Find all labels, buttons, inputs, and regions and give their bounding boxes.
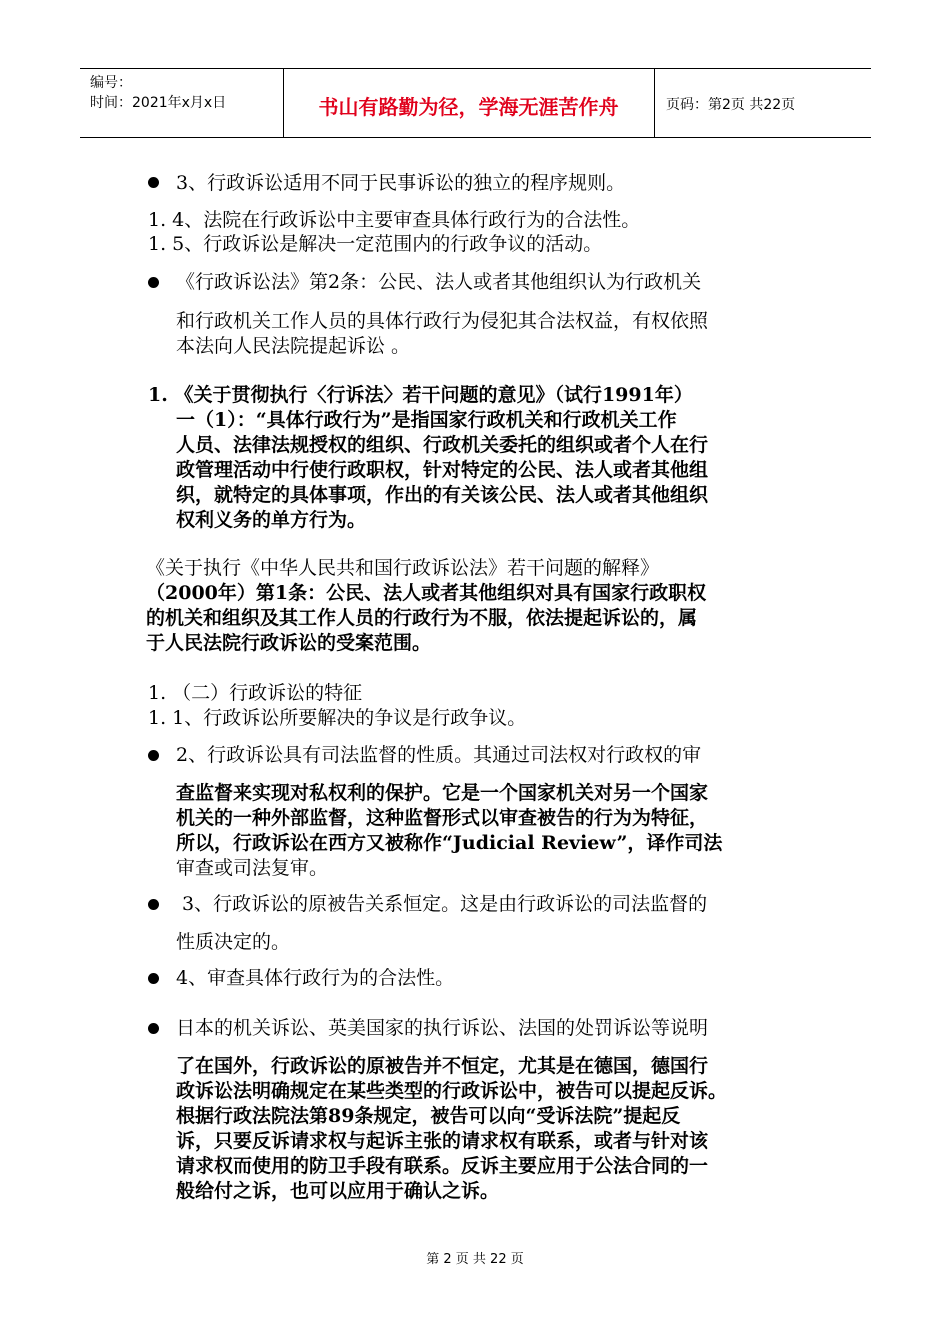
text-line: 织，就特定的具体事项，作出的有关该公民、法人或者其他组织 — [176, 484, 709, 506]
text-line: 般给付之诉，也可以应用于确认之诉。 — [176, 1180, 500, 1202]
page-label: 页码：第2页 共22页 — [666, 97, 796, 113]
text-line: 审查或司法复审。 — [176, 857, 329, 879]
text-line: 和行政机关工作人员的具体行政行为侵犯其合法权益，有权依照 — [176, 310, 709, 332]
text-line: 1. 1、行政诉讼所要解决的争议是行政争议。 — [148, 707, 527, 729]
header-left — [90, 73, 226, 113]
bullet-icon — [148, 973, 159, 984]
text-line: 《行政诉讼法》第2条：公民、法人或者其他组织认为行政机关 — [176, 271, 702, 293]
text-line: 政诉讼法明确规定在某些类型的行政诉讼中，被告可以提起反诉。 — [176, 1080, 728, 1102]
bullet-icon — [148, 177, 159, 188]
bullet-icon — [148, 899, 159, 910]
text-line: 1. 5、行政诉讼是解决一定范围内的行政争议的活动。 — [148, 233, 603, 255]
text-line: 权利义务的单方行为。 — [176, 509, 367, 531]
divider — [654, 69, 655, 137]
text-line: 1. （二）行政诉讼的特征 — [148, 682, 363, 704]
text-line: 机关的一种外部监督，这种监督形式以审查被告的行为为特征， — [176, 807, 709, 829]
text-line: 了在国外，行政诉讼的原被告并不恒定，尤其是在德国，德国行 — [176, 1055, 709, 1077]
text-line: 于人民法院行政诉讼的受案范围。 — [146, 632, 432, 654]
text-line: 2、行政诉讼具有司法监督的性质。其通过司法权对行政权的审 — [176, 744, 702, 766]
text-line: （2000年）第1条：公民、法人或者其他组织对具有国家行政职权 — [146, 582, 707, 604]
text-line: 日本的机关诉讼、英美国家的执行诉讼、法国的处罚诉讼等说明 — [176, 1017, 709, 1039]
text-line: 诉，只要反诉请求权与起诉主张的请求权有联系，或者与针对该 — [176, 1130, 709, 1152]
text-line: 本法向人民法院提起诉讼 。 — [176, 335, 411, 357]
time-label: 时间：2021年x月x日 — [90, 95, 227, 111]
page-footer: 第 2 页 共 22 页 — [426, 1252, 524, 1267]
text-line: 3、行政诉讼适用不同于民事诉讼的独立的程序规则。 — [176, 172, 626, 194]
text-line: 所以，行政诉讼在西方又被称作“Judicial Review”，译作司法 — [176, 832, 723, 854]
text-line: 1. 4、法院在行政诉讼中主要审查具体行政行为的合法性。 — [148, 209, 641, 231]
text-line: 性质决定的。 — [176, 931, 291, 953]
text-line: 人员、法律法规授权的组织、行政机关委托的组织或者个人在行 — [176, 434, 709, 456]
bullet-icon — [148, 750, 159, 761]
serial-label: 编号： — [90, 75, 132, 91]
motto: 书山有路勤为径，学海无涯苦作舟 — [318, 95, 619, 119]
text-line: 一（1）：“具体行政行为”是指国家行政机关和行政机关工作 — [176, 409, 677, 431]
text-line: 查监督来实现对私权利的保护。它是一个国家机关对另一个国家 — [176, 782, 709, 804]
text-line: 的机关和组织及其工作人员的行政行为不服，依法提起诉讼的，属 — [146, 607, 698, 629]
bullet-icon — [148, 277, 159, 288]
text-line: 请求权而使用的防卫手段有联系。反诉主要应用于公法合同的一 — [176, 1155, 709, 1177]
text-line: 根据行政法院法第89条规定，被告可以向“受诉法院”提起反 — [176, 1105, 681, 1127]
bullet-icon — [148, 1023, 159, 1034]
text-line: 政管理活动中行使行政职权，针对特定的公民、法人或者其他组 — [176, 459, 709, 481]
text-line: 3、行政诉讼的原被告关系恒定。这是由行政诉讼的司法监督的 — [182, 893, 708, 915]
text-line: 《关于执行《中华人民共和国行政诉讼法》若干问题的解释》 — [146, 557, 660, 579]
header-table — [80, 68, 871, 138]
text-line: 1. 《关于贯彻执行〈行诉法〉若干问题的意见》（试行1991年） — [148, 384, 693, 406]
text-line: 4、审查具体行政行为的合法性。 — [176, 967, 455, 989]
